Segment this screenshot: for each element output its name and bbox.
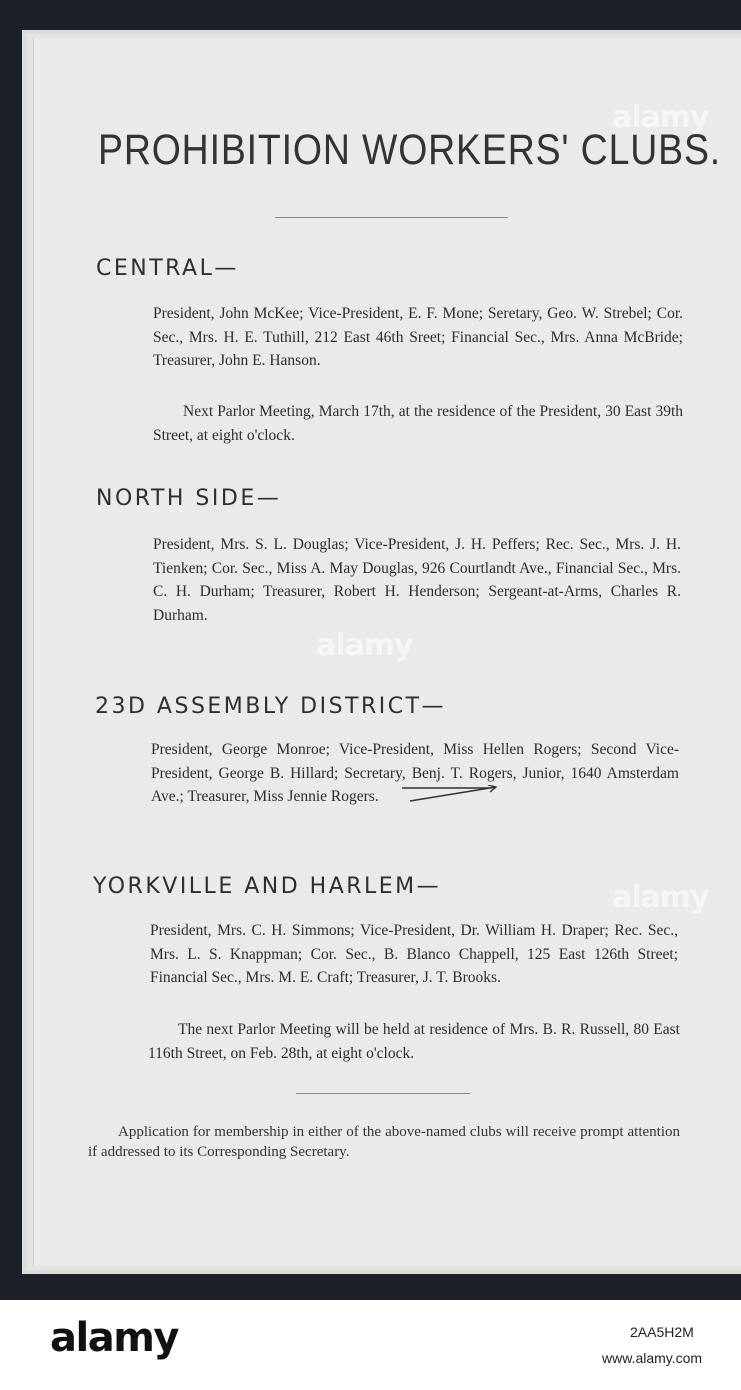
watermark-logo-middle: alamy: [316, 628, 413, 663]
section-yorkville-harlem-meeting: The next Parlor Meeting will be held at residence of Mrs. B. R. Russell, 80 East 116th Street, on Feb. 28th, at eight o'clock.: [148, 1021, 680, 1062]
alamy-logo: alamy: [50, 1315, 178, 1361]
section-north-side-officers: President, Mrs. S. L. Douglas; Vice-President, J. H. Peffers; Rec. Sec., Mrs. J. H. Tienken; Cor. Sec., Miss A. May Douglas, 926 Courtlandt Ave., Financial Sec., Mrs. C. H. Durham; Treasurer, Robert H. Henderson; Sergeant-at-Arms, Charles R. Durham.: [153, 536, 681, 624]
section-central-officers: President, John McKee; Vice-President, E. F. Mone; Seretary, Geo. W. Strebel; Cor. Sec., Mrs. H. E. Tuthill, 212 East 46th Sreet; Financial Sec., Mrs. Anna McBride; Treasurer, John E. Hanson.: [153, 305, 683, 370]
title-divider: [275, 217, 508, 218]
watermark-logo-lower: alamy: [612, 880, 709, 915]
site-url-label: www.alamy.com: [602, 1350, 703, 1366]
watermark-logo-top: alamy: [612, 100, 709, 135]
section-heading-23d-assembly: 23D ASSEMBLY DISTRICT—: [95, 694, 447, 719]
page-title: PROHIBITION WORKERS' CLUBS.: [98, 126, 722, 174]
footer-divider: [296, 1093, 470, 1094]
section-23d-assembly-officers: President, George Monroe; Vice-President, Miss Hellen Rogers; Second Vice-President, George B. Hillard; Secretary, Benj. T. Rogers, Junior, 1640 Amsterdam Ave.; Treasurer, Miss Jennie Rogers.: [151, 741, 679, 806]
section-heading-north-side: NORTH SIDE—: [96, 486, 282, 511]
section-heading-central: CENTRAL—: [96, 256, 239, 281]
image-id-label: 2AA5H2M: [630, 1324, 694, 1340]
membership-application-note: Application for membership in either of the above-named clubs will receive prompt attention if addressed to its Corresponding Secretary.: [88, 1124, 680, 1160]
section-heading-yorkville-harlem: YORKVILLE AND HARLEM—: [93, 874, 442, 899]
section-central-meeting: Next Parlor Meeting, March 17th, at the residence of the President, 30 East 39th Street, at eight o'clock.: [153, 403, 683, 444]
section-yorkville-harlem-officers: President, Mrs. C. H. Simmons; Vice-President, Dr. William H. Draper; Rec. Sec., Mrs. L. S. Knappman; Cor. Sec., B. Blanco Chappell, 125 East 126th Street; Financial Sec., Mrs. M. E. Craft; Treasurer, J. T. Brooks.: [150, 922, 678, 987]
